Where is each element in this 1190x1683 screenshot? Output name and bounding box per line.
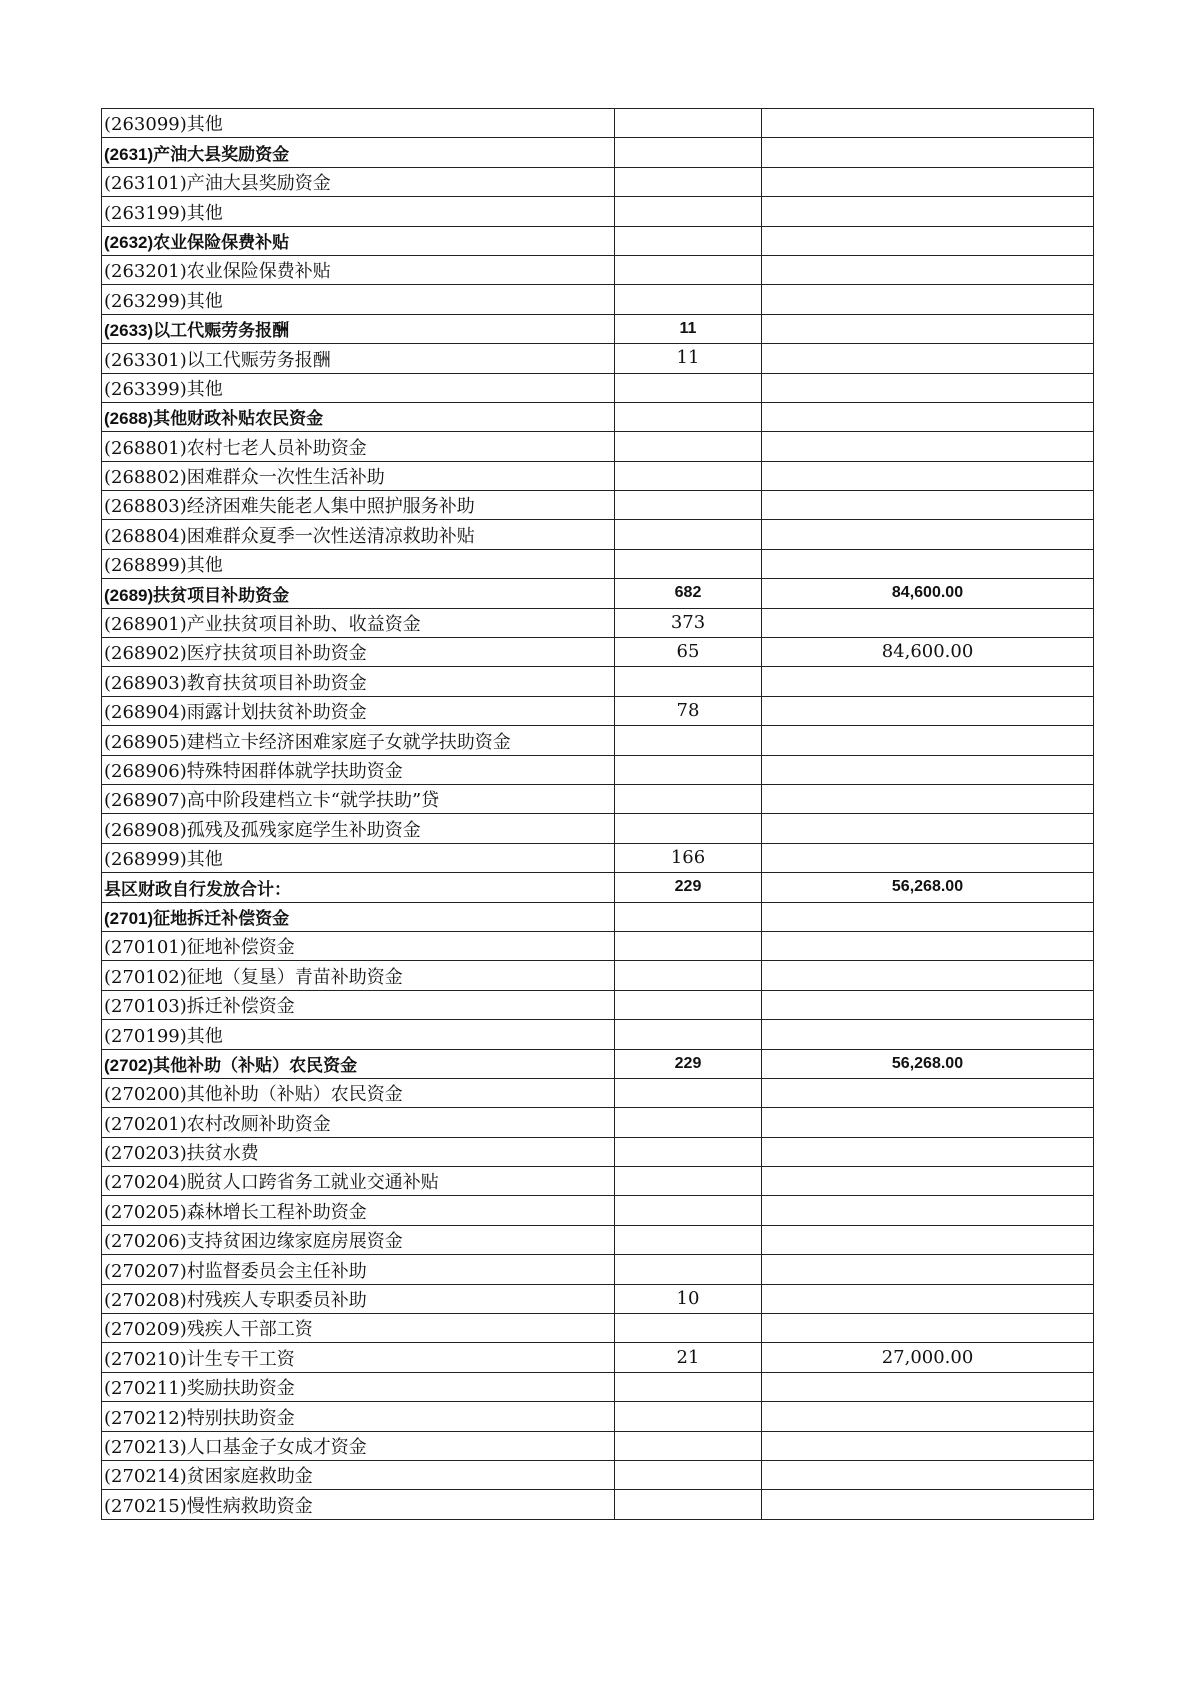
amount-cell bbox=[762, 197, 1094, 226]
table-row bbox=[102, 1020, 1094, 1049]
amount-cell bbox=[762, 784, 1094, 813]
table-row bbox=[102, 1460, 1094, 1489]
item-name-cell: (268905)建档立卡经济困难家庭子女就学扶助资金 bbox=[102, 726, 615, 755]
table-row bbox=[102, 1402, 1094, 1431]
count-cell: 373 bbox=[615, 608, 762, 637]
amount-cell bbox=[762, 1372, 1094, 1401]
count-cell bbox=[615, 990, 762, 1019]
count-cell: 682 bbox=[615, 579, 762, 608]
amount-cell bbox=[762, 931, 1094, 960]
table-row bbox=[102, 638, 1094, 667]
count-cell bbox=[615, 520, 762, 549]
table-row bbox=[102, 1314, 1094, 1343]
table-row bbox=[102, 814, 1094, 843]
count-cell bbox=[615, 226, 762, 255]
amount-cell bbox=[762, 402, 1094, 431]
item-name-cell: (270209)残疾人干部工资 bbox=[102, 1314, 615, 1343]
count-cell bbox=[615, 814, 762, 843]
count-cell bbox=[615, 1167, 762, 1196]
item-name-cell: (263201)农业保险保费补贴 bbox=[102, 255, 615, 284]
count-cell: 11 bbox=[615, 344, 762, 373]
item-name-cell: (268903)教育扶贫项目补助资金 bbox=[102, 667, 615, 696]
count-cell bbox=[615, 667, 762, 696]
count-cell bbox=[615, 138, 762, 167]
count-cell bbox=[615, 255, 762, 284]
table-row bbox=[102, 1343, 1094, 1372]
item-name-cell: (2701)征地拆迁补偿资金 bbox=[102, 902, 615, 931]
table-row bbox=[102, 755, 1094, 784]
table-row bbox=[102, 255, 1094, 284]
amount-cell bbox=[762, 1078, 1094, 1107]
count-cell: 229 bbox=[615, 1049, 762, 1078]
table-row bbox=[102, 990, 1094, 1019]
table-row bbox=[102, 461, 1094, 490]
item-name-cell: (2689)扶贫项目补助资金 bbox=[102, 579, 615, 608]
table-row bbox=[102, 1078, 1094, 1107]
item-name-cell: (268899)其他 bbox=[102, 549, 615, 578]
subsidy-table bbox=[101, 108, 1094, 1520]
amount-cell bbox=[762, 138, 1094, 167]
amount-cell bbox=[762, 1490, 1094, 1519]
item-name-cell: (2632)农业保险保费补贴 bbox=[102, 226, 615, 255]
amount-cell bbox=[762, 432, 1094, 461]
amount-cell bbox=[762, 1196, 1094, 1225]
amount-cell bbox=[762, 696, 1094, 725]
table-row bbox=[102, 1137, 1094, 1166]
amount-cell bbox=[762, 314, 1094, 343]
table-row-category bbox=[102, 902, 1094, 931]
table-row bbox=[102, 549, 1094, 578]
count-cell: 166 bbox=[615, 843, 762, 872]
count-cell bbox=[615, 432, 762, 461]
item-name-cell: (270205)森林增长工程补助资金 bbox=[102, 1196, 615, 1225]
amount-cell bbox=[762, 1314, 1094, 1343]
item-name-cell: (2702)其他补助（补贴）农民资金 bbox=[102, 1049, 615, 1078]
table-row bbox=[102, 520, 1094, 549]
table-row bbox=[102, 1284, 1094, 1313]
table-row-category bbox=[102, 138, 1094, 167]
count-cell: 229 bbox=[615, 873, 762, 902]
amount-cell bbox=[762, 1167, 1094, 1196]
count-cell bbox=[615, 961, 762, 990]
item-name-cell: (263099)其他 bbox=[102, 109, 615, 138]
table-row bbox=[102, 1225, 1094, 1254]
amount-cell bbox=[762, 1255, 1094, 1284]
table-row bbox=[102, 1255, 1094, 1284]
count-cell bbox=[615, 402, 762, 431]
table-row bbox=[102, 608, 1094, 637]
item-name-cell: (270102)征地（复垦）青苗补助资金 bbox=[102, 961, 615, 990]
item-name-cell: (270199)其他 bbox=[102, 1020, 615, 1049]
amount-cell bbox=[762, 843, 1094, 872]
count-cell bbox=[615, 167, 762, 196]
item-name-cell: (268801)农村七老人员补助资金 bbox=[102, 432, 615, 461]
item-name-cell: (268803)经济困难失能老人集中照护服务补助 bbox=[102, 491, 615, 520]
count-cell bbox=[615, 1255, 762, 1284]
item-name-cell: (268804)困难群众夏季一次性送清凉救助补贴 bbox=[102, 520, 615, 549]
amount-cell: 84,600.00 bbox=[762, 638, 1094, 667]
item-name-cell: 县区财政自行发放合计： bbox=[102, 873, 615, 902]
count-cell bbox=[615, 549, 762, 578]
count-cell bbox=[615, 491, 762, 520]
count-cell bbox=[615, 1314, 762, 1343]
count-cell bbox=[615, 1196, 762, 1225]
amount-cell: 84,600.00 bbox=[762, 579, 1094, 608]
count-cell bbox=[615, 755, 762, 784]
amount-cell bbox=[762, 491, 1094, 520]
count-cell bbox=[615, 461, 762, 490]
table-row bbox=[102, 726, 1094, 755]
amount-cell: 56,268.00 bbox=[762, 873, 1094, 902]
count-cell bbox=[615, 1372, 762, 1401]
item-name-cell: (268802)困难群众一次性生活补助 bbox=[102, 461, 615, 490]
amount-cell bbox=[762, 549, 1094, 578]
item-name-cell: (270213)人口基金子女成才资金 bbox=[102, 1431, 615, 1460]
table-row bbox=[102, 961, 1094, 990]
amount-cell bbox=[762, 255, 1094, 284]
amount-cell bbox=[762, 1284, 1094, 1313]
item-name-cell: (2688)其他财政补贴农民资金 bbox=[102, 402, 615, 431]
count-cell bbox=[615, 1402, 762, 1431]
item-name-cell: (263301)以工代赈劳务报酬 bbox=[102, 344, 615, 373]
amount-cell bbox=[762, 109, 1094, 138]
count-cell bbox=[615, 1108, 762, 1137]
count-cell bbox=[615, 1460, 762, 1489]
item-name-cell: (270208)村残疾人专职委员补助 bbox=[102, 1284, 615, 1313]
item-name-cell: (270200)其他补助（补贴）农民资金 bbox=[102, 1078, 615, 1107]
table-row bbox=[102, 696, 1094, 725]
amount-cell bbox=[762, 1431, 1094, 1460]
amount-cell bbox=[762, 1137, 1094, 1166]
table-row bbox=[102, 491, 1094, 520]
table-row bbox=[102, 167, 1094, 196]
table-row bbox=[102, 843, 1094, 872]
amount-cell bbox=[762, 902, 1094, 931]
table-row bbox=[102, 373, 1094, 402]
count-cell bbox=[615, 1490, 762, 1519]
amount-cell bbox=[762, 814, 1094, 843]
amount-cell bbox=[762, 1020, 1094, 1049]
count-cell bbox=[615, 902, 762, 931]
count-cell: 21 bbox=[615, 1343, 762, 1372]
table-row-category bbox=[102, 314, 1094, 343]
count-cell: 10 bbox=[615, 1284, 762, 1313]
count-cell bbox=[615, 1078, 762, 1107]
count-cell bbox=[615, 931, 762, 960]
table-row bbox=[102, 1490, 1094, 1519]
subsidy-table-body bbox=[102, 109, 1094, 1520]
item-name-cell: (270206)支持贫困边缘家庭房展资金 bbox=[102, 1225, 615, 1254]
count-cell bbox=[615, 1225, 762, 1254]
table-row bbox=[102, 1167, 1094, 1196]
count-cell: 11 bbox=[615, 314, 762, 343]
amount-cell bbox=[762, 373, 1094, 402]
item-name-cell: (270207)村监督委员会主任补助 bbox=[102, 1255, 615, 1284]
item-name-cell: (270204)脱贫人口跨省务工就业交通补贴 bbox=[102, 1167, 615, 1196]
table-row bbox=[102, 1372, 1094, 1401]
item-name-cell: (2633)以工代赈劳务报酬 bbox=[102, 314, 615, 343]
table-row bbox=[102, 197, 1094, 226]
count-cell bbox=[615, 373, 762, 402]
table-row bbox=[102, 1108, 1094, 1137]
item-name-cell: (270212)特别扶助资金 bbox=[102, 1402, 615, 1431]
table-row bbox=[102, 285, 1094, 314]
item-name-cell: (270214)贫困家庭救助金 bbox=[102, 1460, 615, 1489]
table-row bbox=[102, 784, 1094, 813]
item-name-cell: (270101)征地补偿资金 bbox=[102, 931, 615, 960]
amount-cell bbox=[762, 344, 1094, 373]
count-cell bbox=[615, 784, 762, 813]
item-name-cell: (268906)特殊特困群体就学扶助资金 bbox=[102, 755, 615, 784]
table-row bbox=[102, 344, 1094, 373]
item-name-cell: (268999)其他 bbox=[102, 843, 615, 872]
amount-cell bbox=[762, 608, 1094, 637]
item-name-cell: (263399)其他 bbox=[102, 373, 615, 402]
item-name-cell: (268902)医疗扶贫项目补助资金 bbox=[102, 638, 615, 667]
table-row-category bbox=[102, 873, 1094, 902]
amount-cell bbox=[762, 520, 1094, 549]
item-name-cell: (263101)产油大县奖励资金 bbox=[102, 167, 615, 196]
table-row bbox=[102, 667, 1094, 696]
amount-cell bbox=[762, 461, 1094, 490]
amount-cell bbox=[762, 167, 1094, 196]
item-name-cell: (270103)拆迁补偿资金 bbox=[102, 990, 615, 1019]
count-cell: 65 bbox=[615, 638, 762, 667]
amount-cell bbox=[762, 1225, 1094, 1254]
count-cell bbox=[615, 726, 762, 755]
count-cell bbox=[615, 1431, 762, 1460]
table-row bbox=[102, 432, 1094, 461]
count-cell: 78 bbox=[615, 696, 762, 725]
amount-cell: 56,268.00 bbox=[762, 1049, 1094, 1078]
item-name-cell: (263199)其他 bbox=[102, 197, 615, 226]
count-cell bbox=[615, 109, 762, 138]
amount-cell bbox=[762, 1108, 1094, 1137]
item-name-cell: (268901)产业扶贫项目补助、收益资金 bbox=[102, 608, 615, 637]
table-row bbox=[102, 1431, 1094, 1460]
amount-cell bbox=[762, 755, 1094, 784]
table-row-category bbox=[102, 226, 1094, 255]
table-row-category bbox=[102, 402, 1094, 431]
item-name-cell: (270211)奖励扶助资金 bbox=[102, 1372, 615, 1401]
count-cell bbox=[615, 285, 762, 314]
item-name-cell: (268907)高中阶段建档立卡“就学扶助”贷 bbox=[102, 784, 615, 813]
table-row bbox=[102, 931, 1094, 960]
amount-cell bbox=[762, 990, 1094, 1019]
table-row-category bbox=[102, 1049, 1094, 1078]
amount-cell bbox=[762, 285, 1094, 314]
table-row bbox=[102, 1196, 1094, 1225]
amount-cell bbox=[762, 726, 1094, 755]
item-name-cell: (270215)慢性病救助资金 bbox=[102, 1490, 615, 1519]
amount-cell bbox=[762, 1402, 1094, 1431]
item-name-cell: (268904)雨露计划扶贫补助资金 bbox=[102, 696, 615, 725]
amount-cell bbox=[762, 1460, 1094, 1489]
amount-cell bbox=[762, 667, 1094, 696]
item-name-cell: (2631)产油大县奖励资金 bbox=[102, 138, 615, 167]
table-row-category bbox=[102, 579, 1094, 608]
item-name-cell: (268908)孤残及孤残家庭学生补助资金 bbox=[102, 814, 615, 843]
count-cell bbox=[615, 1137, 762, 1166]
count-cell bbox=[615, 1020, 762, 1049]
item-name-cell: (270203)扶贫水费 bbox=[102, 1137, 615, 1166]
item-name-cell: (270201)农村改厕补助资金 bbox=[102, 1108, 615, 1137]
count-cell bbox=[615, 197, 762, 226]
amount-cell bbox=[762, 961, 1094, 990]
amount-cell bbox=[762, 226, 1094, 255]
table-row bbox=[102, 109, 1094, 138]
item-name-cell: (263299)其他 bbox=[102, 285, 615, 314]
amount-cell: 27,000.00 bbox=[762, 1343, 1094, 1372]
item-name-cell: (270210)计生专干工资 bbox=[102, 1343, 615, 1372]
